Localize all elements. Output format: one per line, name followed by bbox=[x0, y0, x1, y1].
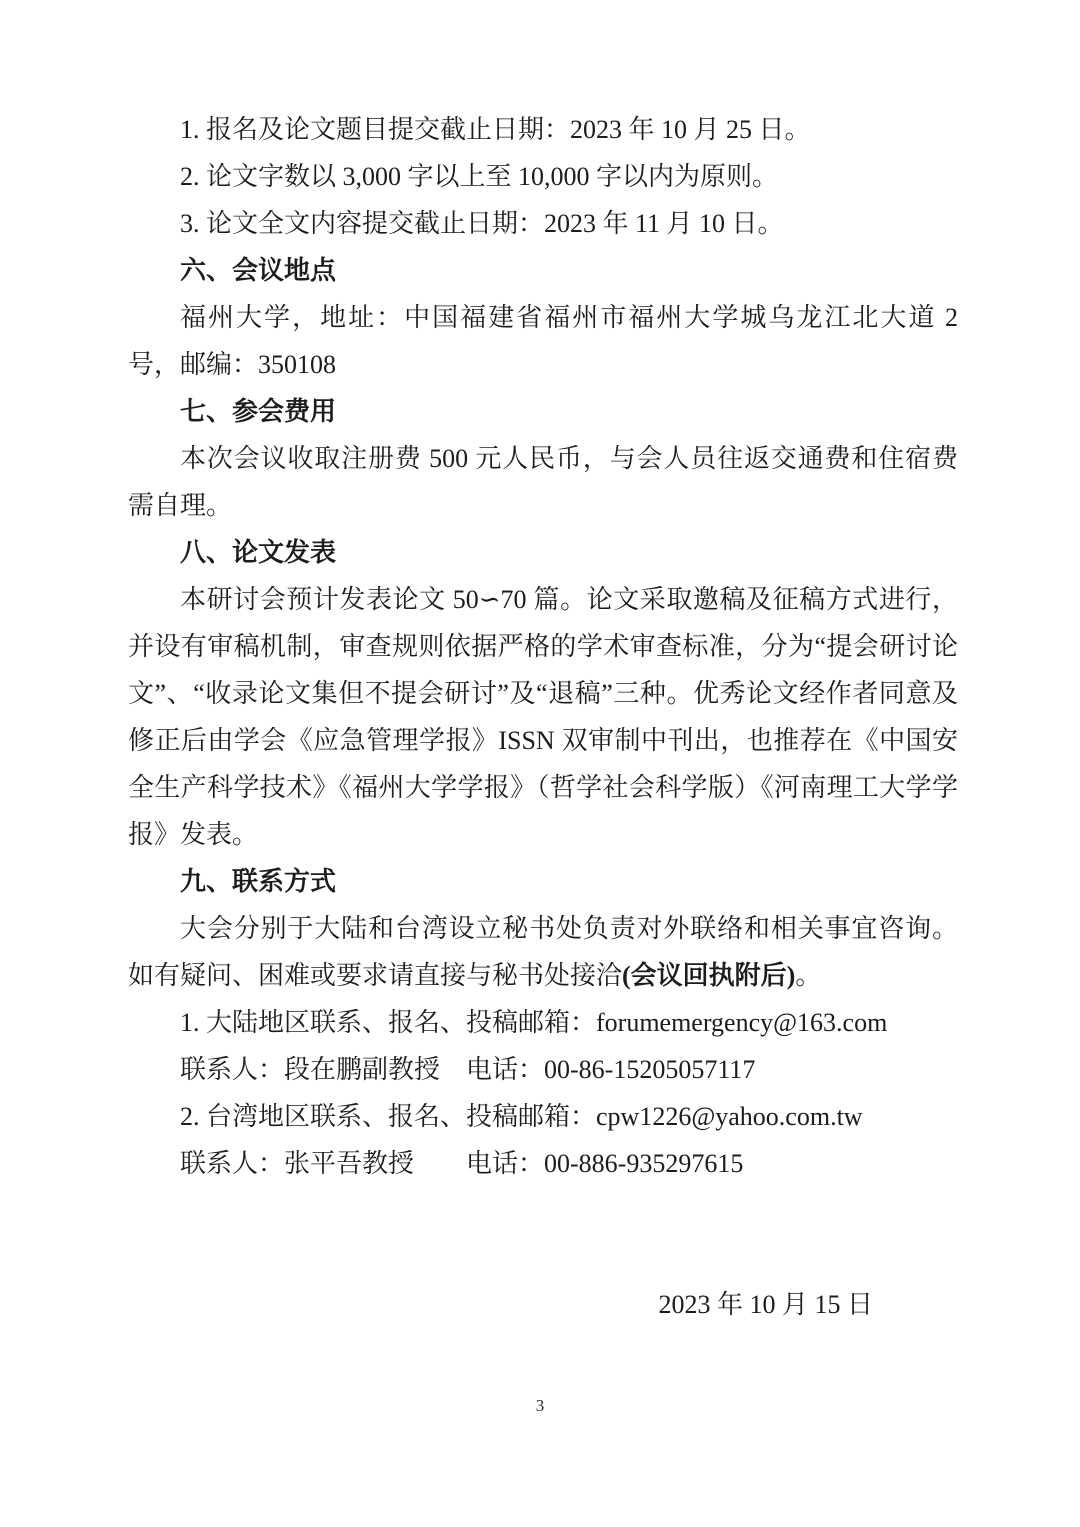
section-7-heading: 七、参会费用 bbox=[180, 397, 337, 426]
mainland-contact-person-line: 联系人：段在鹏副教授 电话：00-86-15205057117 bbox=[180, 1055, 756, 1084]
document-date: 2023 年 10 月 15 日 bbox=[658, 1290, 873, 1319]
section-6-heading: 六、会议地点 bbox=[180, 256, 337, 285]
section-9-intro bbox=[128, 905, 958, 999]
reply-slip-note: (会议回执附后) bbox=[622, 961, 796, 990]
section-8-heading: 八、论文发表 bbox=[180, 538, 337, 567]
section-9-intro-text: 大会分别于大陆和台湾设立秘书处负责对外联络和相关事宜咨询。如有疑问、困难或要求请直接与秘书处接洽 bbox=[128, 914, 958, 990]
taiwan-contact-email-line: 2. 台湾地区联系、报名、投稿邮箱：cpw1226@yahoo.com.tw bbox=[180, 1102, 863, 1131]
page-number: 3 bbox=[535, 1396, 545, 1415]
document-content bbox=[128, 106, 958, 1328]
section-9-heading: 九、联系方式 bbox=[180, 867, 337, 896]
section-8-body: 本研讨会预计发表论文 50∽70 篇。论文采取邀稿及征稿方式进行，并设有审稿机制，审查规则依据严格的学术审查标准，分为“提会研讨论文”、“收录论文集但不提会研讨”及“退稿”三种。优秀论文经作者同意及修正后由学会《应急管理学报》ISSN 双审制中刊出，也推荐在《中国安全生产科学技术》《福州大学学报》（哲学社会科学版）《河南理工大学学报》发表。 bbox=[128, 585, 958, 849]
deadline-item-3: 3. 论文全文内容提交截止日期：2023 年 11 月 10 日。 bbox=[180, 209, 784, 238]
mainland-contact-email-line: 1. 大陆地区联系、报名、投稿邮箱：forumemergency@163.com bbox=[180, 1008, 888, 1037]
deadline-item-2: 2. 论文字数以 3,000 字以上至 10,000 字以内为原则。 bbox=[180, 162, 779, 191]
section-7-body: 本次会议收取注册费 500 元人民币，与会人员往返交通费和住宿费需自理。 bbox=[128, 444, 958, 520]
section-6-body: 福州大学，地址：中国福建省福州市福州大学城乌龙江北大道 2 号，邮编：350108 bbox=[128, 303, 958, 379]
section-9-intro-period: 。 bbox=[795, 961, 822, 990]
taiwan-contact-person-line: 联系人：张平吾教授 电话：00-886-935297615 bbox=[180, 1149, 744, 1178]
deadline-item-1: 1. 报名及论文题目提交截止日期：2023 年 10 月 25 日。 bbox=[180, 115, 811, 144]
